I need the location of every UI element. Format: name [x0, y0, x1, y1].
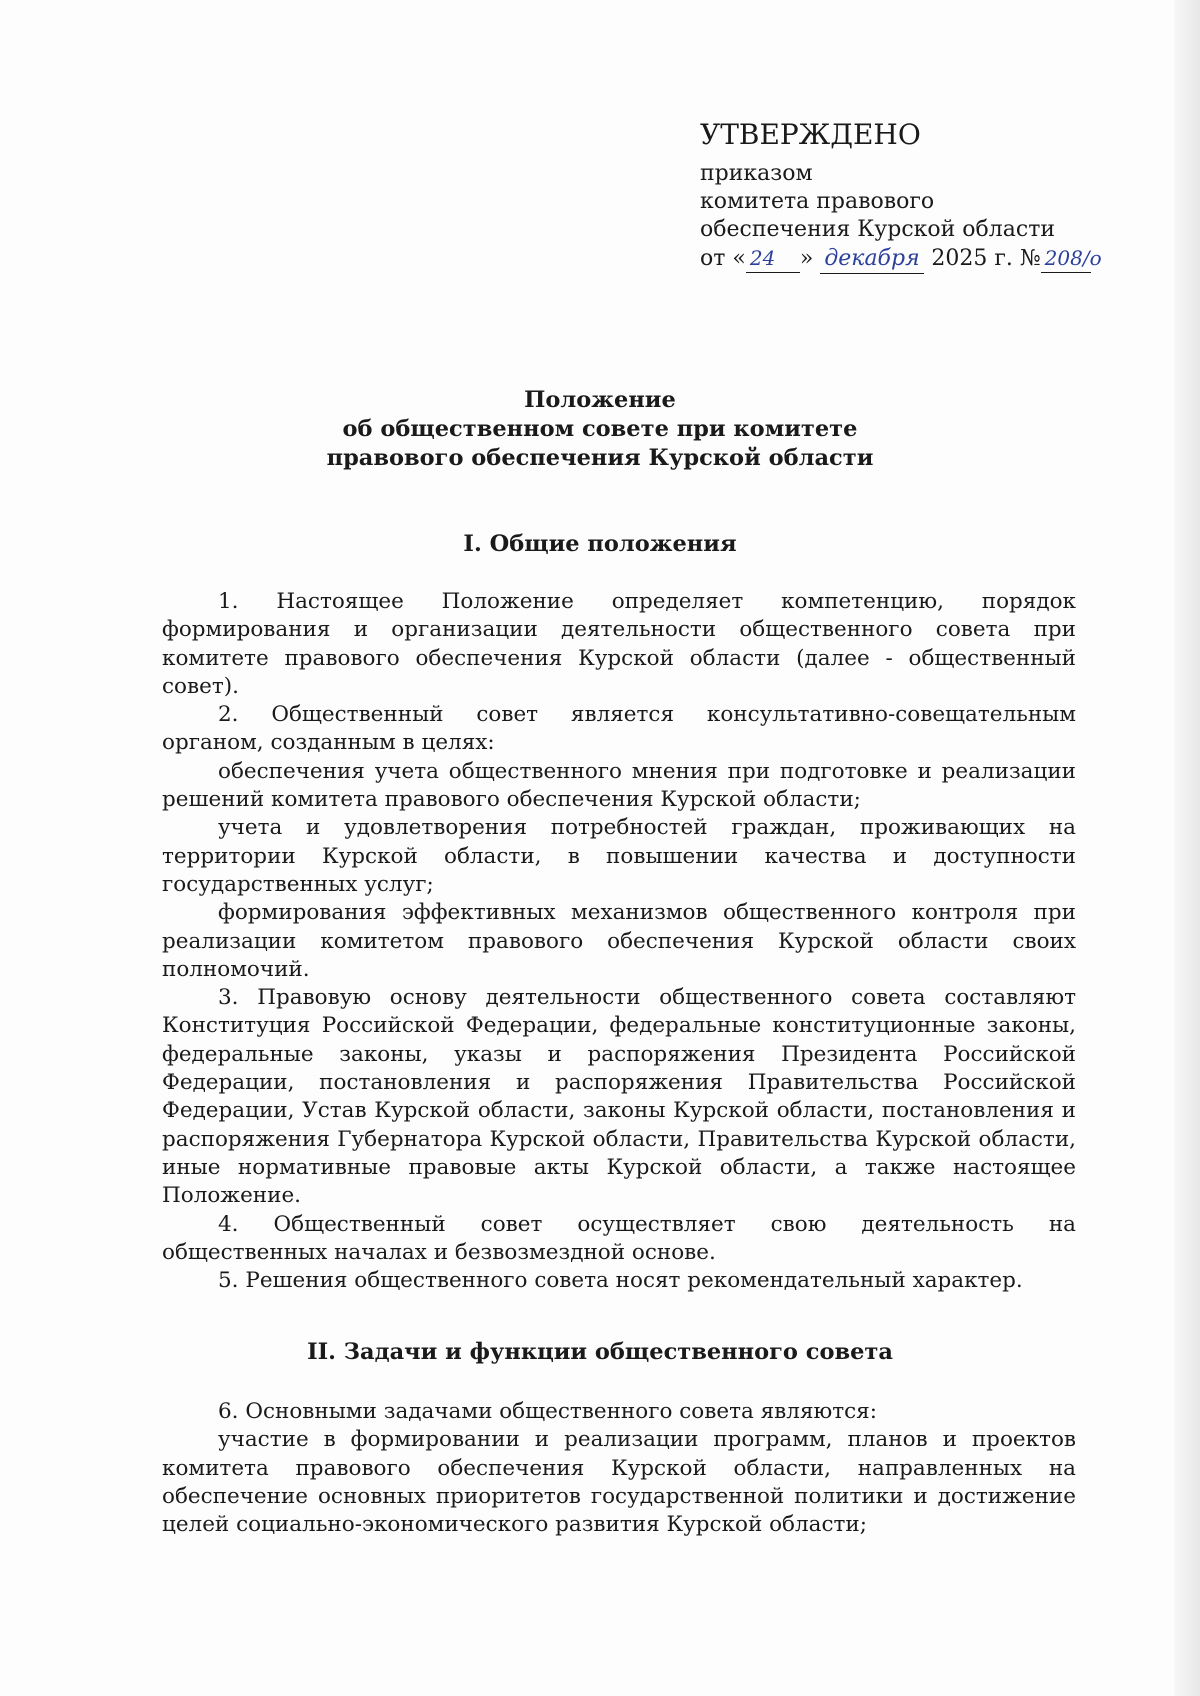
date-prefix: от « — [700, 246, 746, 271]
paragraph: формирования эффективных механизмов общественного контроля при реализации комитетом правового обеспечения Курской области своих полномочий. — [162, 900, 1076, 982]
approval-stamp-block — [700, 118, 1102, 274]
handwritten-month: декабря — [820, 245, 924, 274]
scan-edge-shadow — [1174, 0, 1200, 1696]
title-line: об общественном совете при комитете — [342, 416, 858, 442]
approval-line: обеспечения Курской области — [700, 217, 1056, 242]
section-body — [162, 588, 1076, 1295]
title-line: правового обеспечения Курской области — [326, 445, 874, 471]
paragraph: 1. Настоящее Положение определяет компетенцию, порядок формирования и организации деятельности общественного совета при комитете правового обеспечения Курской области (далее - общественный совет). — [162, 589, 1076, 699]
paragraph: 4. Общественный совет осуществляет свою деятельность на общественных началах и безвозмездной основе. — [162, 1211, 1076, 1265]
document-title — [130, 386, 1070, 473]
paragraph: учета и удовлетворения потребностей граждан, проживающих на территории Курской области, в повышении качества и доступности государственных услуг; — [162, 815, 1076, 897]
paragraph: участие в формировании и реализации программ, планов и проектов комитета правового обеспечения Курской области, направленных на обеспечение основных приоритетов государственной политики и достижение целей социально-экономического развития Курской области; — [162, 1427, 1076, 1538]
paragraph: обеспечения учета общественного мнения при подготовке и реализации решений комитета правового обеспечения Курской области; — [162, 758, 1076, 813]
approval-line: комитета правового — [700, 189, 935, 214]
date-mid: » — [799, 246, 814, 271]
section-body — [162, 1398, 1076, 1539]
paragraph: 3. Правовую основу деятельности общественного совета составляют Конституция Российской Федерации, федеральные конституционные законы, федеральные законы, указы и распоряжения Президента Российской Федерации, постановления и распоряжения Правительства Российской Федерации, Устав Курской области, законы Курской области, постановления и распоряжения Губернатора Курской области, Правительства Курской области, иные нормативные правовые акты Курской области, а также настоящее Положение. — [162, 985, 1076, 1209]
paragraph: 6. Основными задачами общественного совета являются: — [218, 1399, 877, 1424]
approval-line: приказом — [700, 161, 813, 186]
paragraph: 2. Общественный совет является консультативно-совещательным органом, созданным в целях: — [162, 702, 1076, 756]
section-heading: I. Общие положения — [463, 531, 737, 557]
approval-heading: УТВЕРЖДЕНО — [700, 118, 921, 151]
year-text: 2025 г. № — [931, 246, 1041, 271]
handwritten-day: 24 — [746, 244, 800, 273]
paragraph: 5. Решения общественного совета носят рекомендательный характер. — [218, 1268, 1023, 1294]
section-heading: II. Задачи и функции общественного совета — [307, 1339, 893, 1365]
approval-date-line — [700, 244, 1102, 274]
handwritten-order-number: 208/о — [1041, 244, 1091, 273]
title-line: Положение — [524, 387, 676, 413]
